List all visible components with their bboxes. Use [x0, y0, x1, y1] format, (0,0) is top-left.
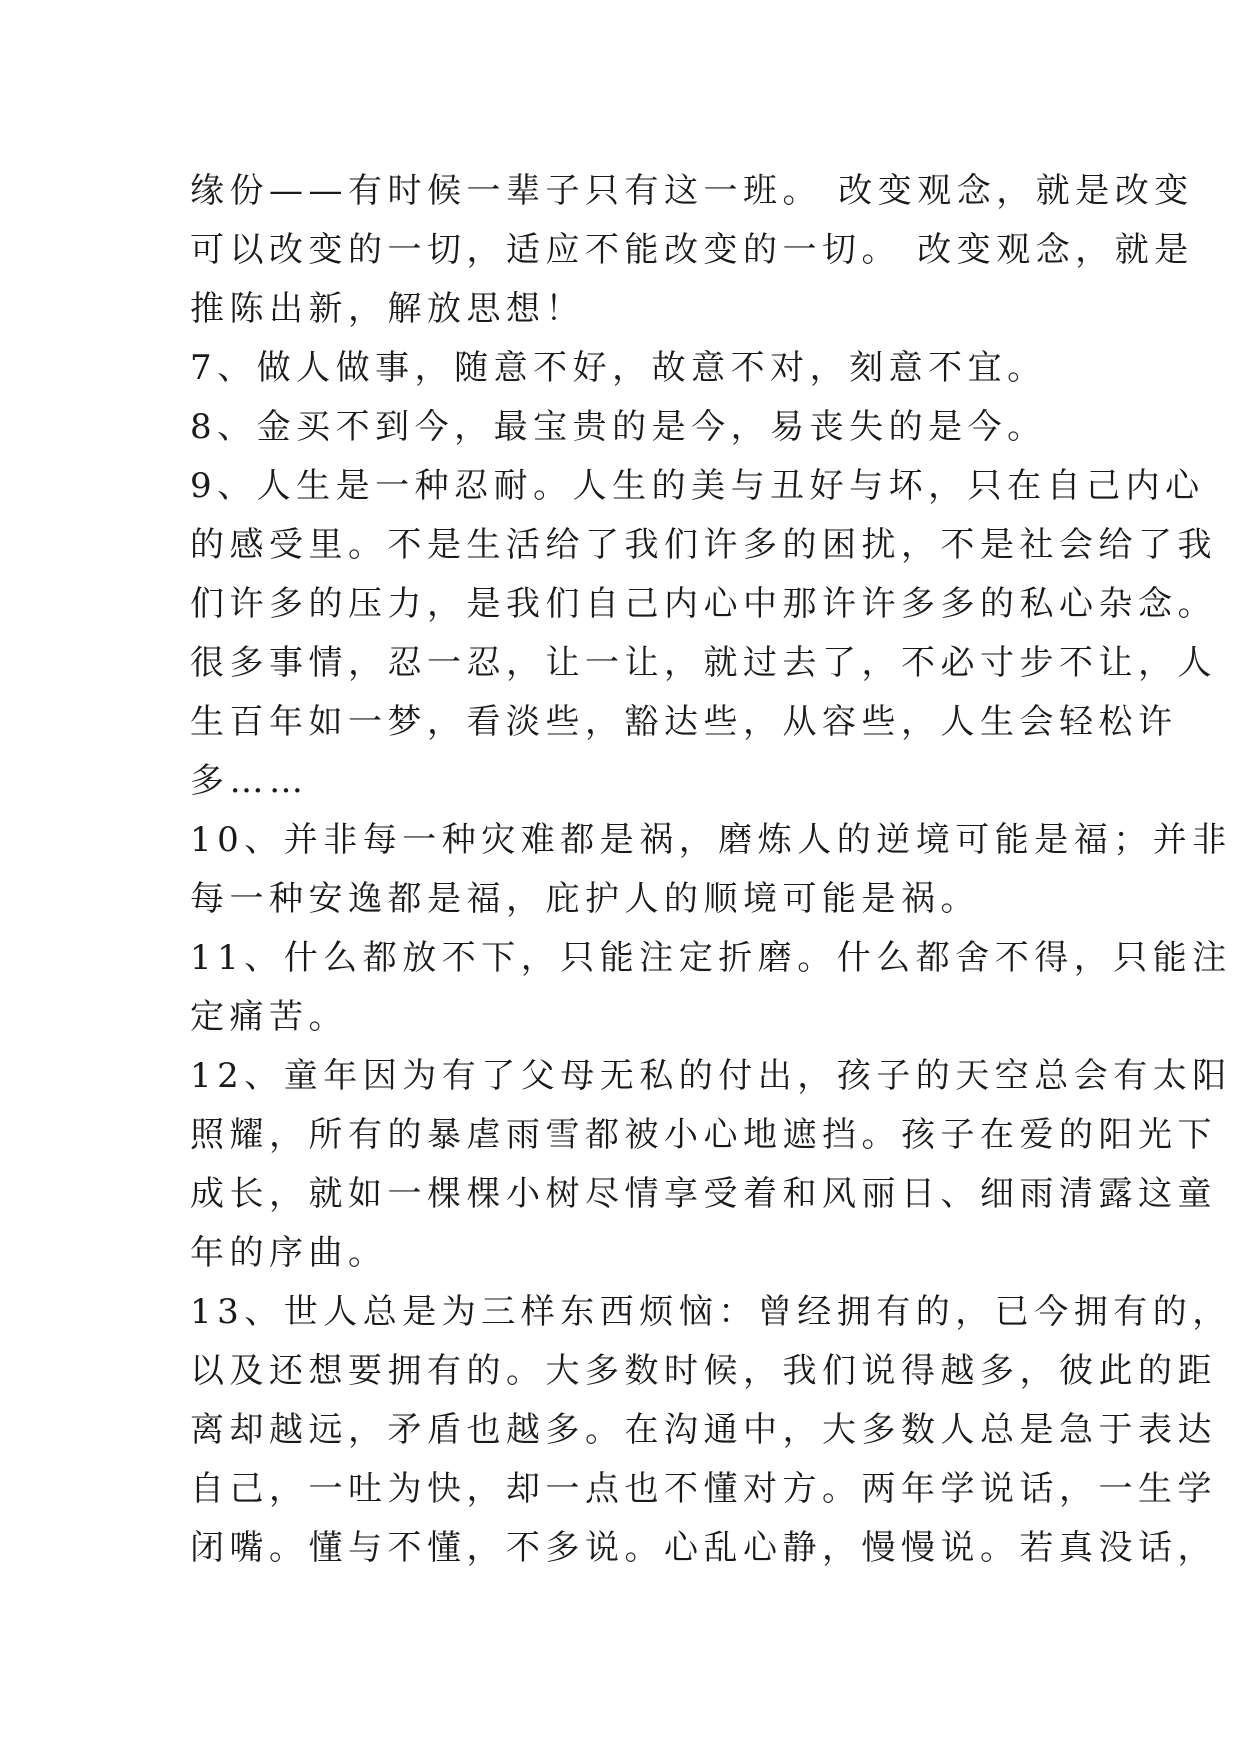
text-line: 们许多的压力，是我们自己内心中那许许多多的私心杂念。	[190, 584, 1217, 624]
text-line: 11、什么都放不下，只能注定折磨。什么都舍不得，只能注	[190, 938, 1232, 978]
text-line: 缘份——有时候一辈子只有这一班。 改变观念，就是改变	[190, 171, 1194, 211]
text-line: 以及还想要拥有的。大多数时候，我们说得越多，彼此的距	[190, 1351, 1217, 1391]
text-line: 7、做人做事，随意不好，故意不对，刻意不宜。	[190, 348, 1047, 388]
text-line: 自己，一吐为快，却一点也不懂对方。两年学说话，一生学	[190, 1469, 1217, 1509]
text-line: 很多事情，忍一忍，让一让，就过去了，不必寸步不让，人	[190, 643, 1217, 683]
text-line: 推陈出新，解放思想！	[190, 289, 585, 329]
text-line: 12、童年因为有了父母无私的付出，孩子的天空总会有太阳	[190, 1056, 1232, 1096]
text-line: 可以改变的一切，适应不能改变的一切。 改变观念，就是	[190, 230, 1194, 270]
text-line: 10、并非每一种灾难都是祸，磨炼人的逆境可能是福；并非	[190, 820, 1232, 860]
text-line: 照耀，所有的暴虐雨雪都被小心地遮挡。孩子在爱的阳光下	[190, 1115, 1217, 1155]
text-line: 生百年如一梦，看淡些，豁达些，从容些，人生会轻松许	[190, 702, 1178, 742]
text-line: 定痛苦。	[190, 997, 348, 1037]
text-line: 8、金买不到今，最宝贵的是今，易丧失的是今。	[190, 407, 1047, 447]
document-page	[190, 162, 1232, 1578]
text-line: 年的序曲。	[190, 1233, 388, 1273]
text-line: 每一种安逸都是福，庇护人的顺境可能是祸。	[190, 879, 980, 919]
text-line: 闭嘴。懂与不懂，不多说。心乱心静，慢慢说。若真没话，	[190, 1528, 1217, 1568]
text-line: 离却越远，矛盾也越多。在沟通中，大多数人总是急于表达	[190, 1410, 1217, 1450]
text-line: 成长，就如一棵棵小树尽情享受着和风丽日、细雨清露这童	[190, 1174, 1217, 1214]
text-line: 多……	[190, 761, 309, 801]
text-line: 9、人生是一种忍耐。人生的美与丑好与坏，只在自己内心	[190, 466, 1205, 506]
text-line: 的感受里。不是生活给了我们许多的困扰，不是社会给了我	[190, 525, 1217, 565]
text-line: 13、世人总是为三样东西烦恼：曾经拥有的，已今拥有的，	[190, 1292, 1232, 1332]
